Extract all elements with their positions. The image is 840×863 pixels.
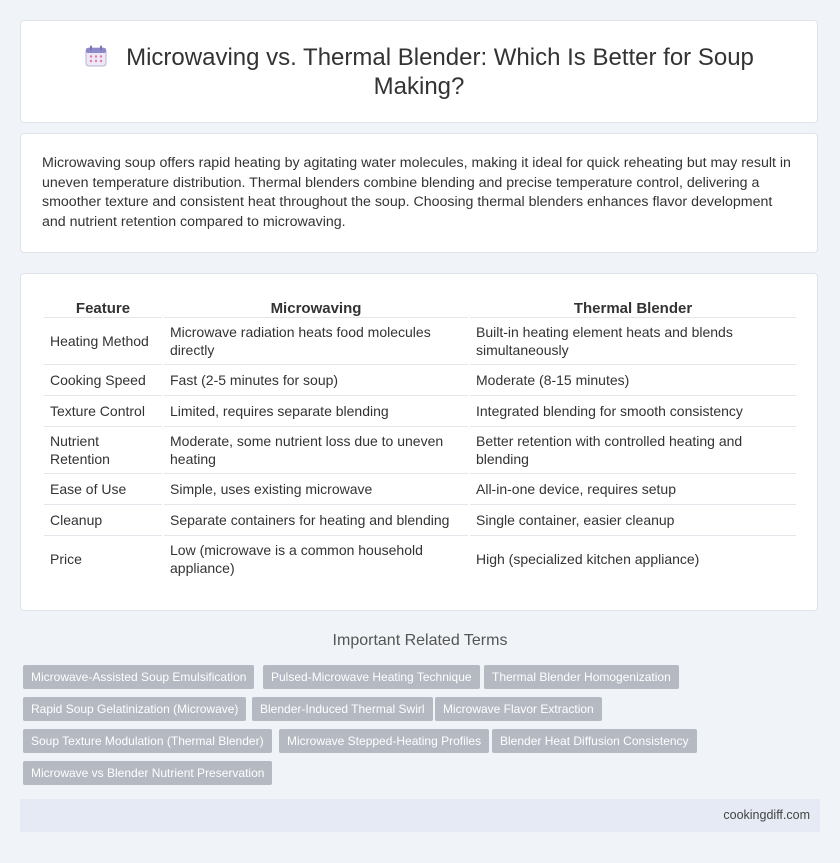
feature-cell: Heating Method <box>44 318 162 365</box>
thermal-blender-cell: Built-in heating element heats and blends simultaneously <box>470 318 796 365</box>
feature-cell: Nutrient Retention <box>44 427 162 474</box>
microwaving-cell: Limited, requires separate blending <box>164 396 468 427</box>
related-term-tag[interactable]: Soup Texture Modulation (Thermal Blender) <box>23 729 272 753</box>
microwaving-cell: Separate containers for heating and blending <box>164 505 468 536</box>
microwaving-cell: Fast (2-5 minutes for soup) <box>164 365 468 396</box>
header-feature: Feature <box>44 294 162 318</box>
intro-card <box>20 133 818 253</box>
footer <box>20 799 820 832</box>
feature-cell: Cleanup <box>44 505 162 536</box>
microwaving-cell: Moderate, some nutrient loss due to uneven heating <box>164 427 468 474</box>
related-term-tag[interactable]: Blender-Induced Thermal Swirl <box>252 697 433 721</box>
related-term-tag[interactable]: Blender Heat Diffusion Consistency <box>492 729 697 753</box>
related-term-tag[interactable]: Rapid Soup Gelatinization (Microwave) <box>23 697 246 721</box>
related-term-tag[interactable]: Microwave Stepped-Heating Profiles <box>279 729 489 753</box>
related-term-tag[interactable]: Microwave-Assisted Soup Emulsification <box>23 665 254 689</box>
table-row <box>44 536 796 582</box>
microwaving-cell: Simple, uses existing microwave <box>164 474 468 505</box>
page-title <box>21 43 817 101</box>
thermal-blender-cell: All-in-one device, requires setup <box>470 474 796 505</box>
microwaving-cell: Low (microwave is a common household appliance) <box>170 542 423 576</box>
thermal-blender-cell: High (specialized kitchen appliance) <box>476 551 700 567</box>
related-term-tag[interactable]: Pulsed-Microwave Heating Technique <box>263 665 480 689</box>
footer-site-link[interactable]: cookingdiff.com <box>723 808 810 822</box>
table-row <box>44 396 796 427</box>
table-row <box>44 318 796 365</box>
thermal-blender-cell: Integrated blending for smooth consistency <box>470 396 796 427</box>
related-term-tag[interactable]: Thermal Blender Homogenization <box>484 665 679 689</box>
thermal-blender-cell: Moderate (8-15 minutes) <box>470 365 796 396</box>
feature-cell: Texture Control <box>44 396 162 427</box>
comparison-card <box>20 273 818 611</box>
intro-paragraph: Microwaving soup offers rapid heating by agitating water molecules, making it ideal for quick reheating but may result in uneven temperature distribution. Thermal blenders combine blending and precise temperature control, delivering a smoother texture and consistent heat throughout the soup. Choosing thermal blenders enhances flavor development and nutrient retention compared to microwaving. <box>42 155 791 230</box>
feature-cell: Ease of Use <box>44 474 162 505</box>
microwaving-cell: Microwave radiation heats food molecules directly <box>164 318 468 365</box>
related-term-tag[interactable]: Microwave Flavor Extraction <box>435 697 602 721</box>
page-title-line-1: Microwaving vs. Thermal Blender: Which Is Better for Soup <box>126 44 754 71</box>
header-microwaving: Microwaving <box>164 294 468 318</box>
feature-cell: Price <box>50 551 82 567</box>
table-row <box>44 365 796 396</box>
table-row <box>44 505 796 536</box>
related-term-tag[interactable]: Microwave vs Blender Nutrient Preservation <box>23 761 272 785</box>
thermal-blender-cell: Single container, easier cleanup <box>470 505 796 536</box>
calendar-icon <box>84 44 108 68</box>
header-thermal-blender: Thermal Blender <box>470 294 796 318</box>
page-title-line-2: Making? <box>373 73 465 100</box>
feature-cell: Cooking Speed <box>44 365 162 396</box>
table-header-row <box>44 294 796 318</box>
related-terms-heading: Important Related Terms <box>332 632 508 649</box>
comparison-table <box>42 294 798 582</box>
title-card <box>20 20 818 123</box>
thermal-blender-cell: Better retention with controlled heating and blending <box>470 427 796 474</box>
table-row <box>44 474 796 505</box>
table-row <box>44 427 796 474</box>
